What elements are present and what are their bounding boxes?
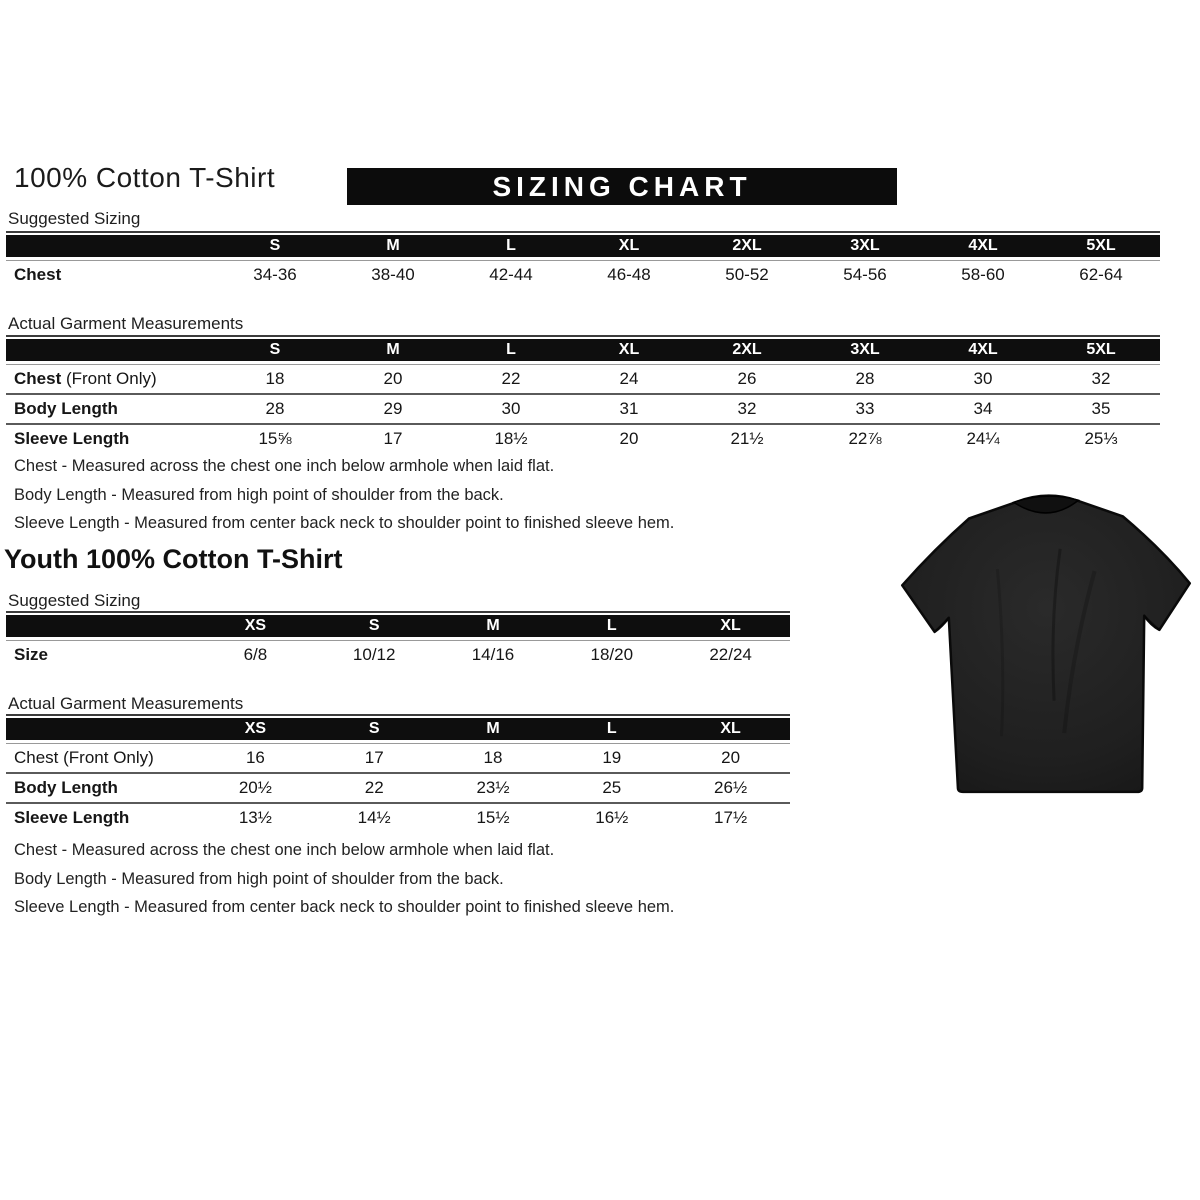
adult-suggested-heading: Suggested Sizing — [8, 209, 141, 228]
cell-value: 28 — [265, 399, 285, 418]
column-header-4xl: 4XL — [968, 341, 998, 358]
cell-value: 17 — [383, 429, 403, 448]
row-label-suffix: (Front Only) — [61, 369, 157, 388]
cell-value: 54-56 — [843, 265, 887, 284]
cell-value: 18 — [483, 748, 503, 767]
youth-suggested-table — [6, 611, 790, 669]
note-chest: Chest - Measured across the chest one inch below armhole when laid flat. — [14, 841, 555, 859]
table-row-chest-front-only — [6, 365, 1160, 393]
row-label: Body Length — [14, 399, 118, 418]
column-header-xs: XS — [244, 720, 267, 737]
row-label — [6, 369, 216, 389]
cell-value: 22/24 — [709, 645, 752, 664]
cell-value: 19 — [602, 748, 622, 767]
cell-value: 33 — [855, 399, 875, 418]
youth-actual-table — [6, 714, 790, 832]
column-header-xl: XL — [618, 237, 640, 254]
cell-value: 26 — [737, 369, 757, 388]
youth-section-title: Youth 100% Cotton T-Shirt — [4, 544, 343, 574]
adult-suggested-table — [6, 231, 1160, 289]
column-header-3xl: 3XL — [850, 237, 880, 254]
cell-value: 28 — [855, 369, 875, 388]
cell-value: 18/20 — [590, 645, 634, 664]
row-label: Chest (Front Only) — [14, 748, 154, 767]
cell-value: 58-60 — [961, 265, 1005, 284]
cell-value: 14/16 — [471, 645, 515, 664]
table-row-body-length — [6, 772, 790, 802]
cell-value: 31 — [619, 399, 639, 418]
column-header-m: M — [386, 341, 400, 358]
adult-actual-table — [6, 335, 1160, 453]
column-header-4xl: 4XL — [968, 237, 998, 254]
cell-value: 15½ — [476, 808, 510, 827]
cell-value: 50-52 — [725, 265, 769, 284]
cell-value: 32 — [737, 399, 757, 418]
cell-value: 15⅝ — [258, 429, 292, 448]
cell-value: 23½ — [476, 778, 510, 797]
cell-value: 21½ — [730, 429, 764, 448]
cell-value: 18½ — [494, 429, 528, 448]
column-header-5xl: 5XL — [1086, 341, 1116, 358]
column-header-2xl: 2XL — [732, 341, 762, 358]
cell-value: 38-40 — [371, 265, 415, 284]
adult-suggested-header-row — [6, 235, 1160, 260]
youth-actual-body — [6, 743, 790, 832]
adult-actual-header-row — [6, 339, 1160, 364]
note-sleeve-length: Sleeve Length - Measured from center back neck to shoulder point to finished sleeve hem. — [14, 898, 675, 916]
note-body-length: Body Length - Measured from high point of shoulder from the back. — [14, 485, 504, 504]
table-row-chest-front-only — [6, 744, 790, 772]
column-header-m: M — [386, 237, 400, 254]
youth-suggested-heading: Suggested Sizing — [8, 591, 141, 610]
table-row-size — [6, 641, 790, 669]
row-label: Chest — [14, 265, 62, 284]
cell-value: 13½ — [238, 808, 272, 827]
table-row-sleeve-length — [6, 423, 1160, 453]
column-header-xl: XL — [720, 720, 741, 737]
adult-suggested-body — [6, 260, 1160, 289]
column-header-l: L — [506, 237, 516, 254]
cell-value: 17½ — [714, 808, 748, 827]
column-header-m: M — [486, 617, 500, 634]
note-body-length: Body Length - Measured from high point of shoulder from the back. — [14, 869, 504, 888]
column-header-s: S — [269, 237, 281, 254]
column-header-m: M — [486, 720, 500, 737]
cell-value: 20 — [383, 369, 403, 388]
cell-value: 16 — [245, 748, 265, 767]
cell-value: 17 — [364, 748, 384, 767]
cell-value: 10/12 — [352, 645, 396, 664]
row-label: Body Length — [14, 778, 118, 797]
column-header-xl: XL — [720, 617, 741, 634]
cell-value: 46-48 — [607, 265, 651, 284]
cell-value: 62-64 — [1079, 265, 1123, 284]
youth-actual-header-row — [6, 718, 790, 743]
page-title: 100% Cotton T-Shirt — [14, 162, 276, 193]
youth-measurement-notes — [14, 836, 674, 922]
column-header-2xl: 2XL — [732, 237, 762, 254]
cell-value: 30 — [501, 399, 521, 418]
adult-actual-body — [6, 364, 1160, 453]
row-label: Size — [14, 645, 49, 664]
cell-value: 30 — [973, 369, 993, 388]
table-row-sleeve-length — [6, 802, 790, 832]
cell-value: 25⅓ — [1084, 429, 1118, 448]
cell-value: 26½ — [714, 778, 748, 797]
column-header-5xl: 5XL — [1086, 237, 1116, 254]
column-header-3xl: 3XL — [850, 341, 880, 358]
cell-value: 22⅞ — [848, 429, 882, 448]
column-header-s: S — [368, 617, 380, 634]
column-header-s: S — [368, 720, 380, 737]
row-label: Sleeve Length — [14, 429, 130, 448]
cell-value: 16½ — [595, 808, 629, 827]
note-chest: Chest - Measured across the chest one inch below armhole when laid flat. — [14, 457, 555, 475]
cell-value: 24¼ — [966, 429, 1000, 448]
table-row-chest — [6, 261, 1160, 289]
youth-suggested-body — [6, 640, 790, 669]
tshirt-photo — [896, 478, 1196, 804]
cell-value: 42-44 — [489, 265, 533, 284]
column-header-s: S — [269, 341, 281, 358]
cell-value: 32 — [1091, 369, 1111, 388]
youth-suggested-header-row — [6, 615, 790, 640]
cell-value: 22 — [501, 369, 521, 388]
table-row-body-length — [6, 393, 1160, 423]
cell-value: 20½ — [238, 778, 272, 797]
row-label: Sleeve Length — [14, 808, 130, 827]
column-header-l: L — [506, 341, 516, 358]
sizing-chart-banner: SIZING CHART — [347, 168, 897, 205]
black-tshirt-image — [896, 478, 1196, 804]
cell-value: 25 — [602, 778, 622, 797]
cell-value: 20 — [619, 429, 639, 448]
cell-value: 35 — [1091, 399, 1111, 418]
cell-value: 34-36 — [253, 265, 297, 284]
cell-value: 20 — [721, 748, 741, 767]
column-header-l: L — [606, 720, 617, 737]
adult-actual-heading: Actual Garment Measurements — [8, 314, 244, 333]
note-sleeve-length: Sleeve Length - Measured from center back neck to shoulder point to finished sleeve hem. — [14, 514, 675, 532]
column-header-xl: XL — [618, 341, 640, 358]
cell-value: 14½ — [357, 808, 391, 827]
cell-value: 29 — [383, 399, 403, 418]
adult-measurement-notes — [14, 452, 674, 538]
column-header-xs: XS — [244, 617, 267, 634]
column-header-l: L — [606, 617, 617, 634]
cell-value: 18 — [265, 369, 285, 388]
cell-value: 6/8 — [243, 645, 268, 664]
row-label-main: Chest — [14, 369, 62, 388]
youth-actual-heading: Actual Garment Measurements — [8, 694, 244, 713]
cell-value: 34 — [973, 399, 993, 418]
tshirt-body — [902, 496, 1190, 792]
cell-value: 22 — [364, 778, 384, 797]
cell-value: 24 — [619, 369, 639, 388]
